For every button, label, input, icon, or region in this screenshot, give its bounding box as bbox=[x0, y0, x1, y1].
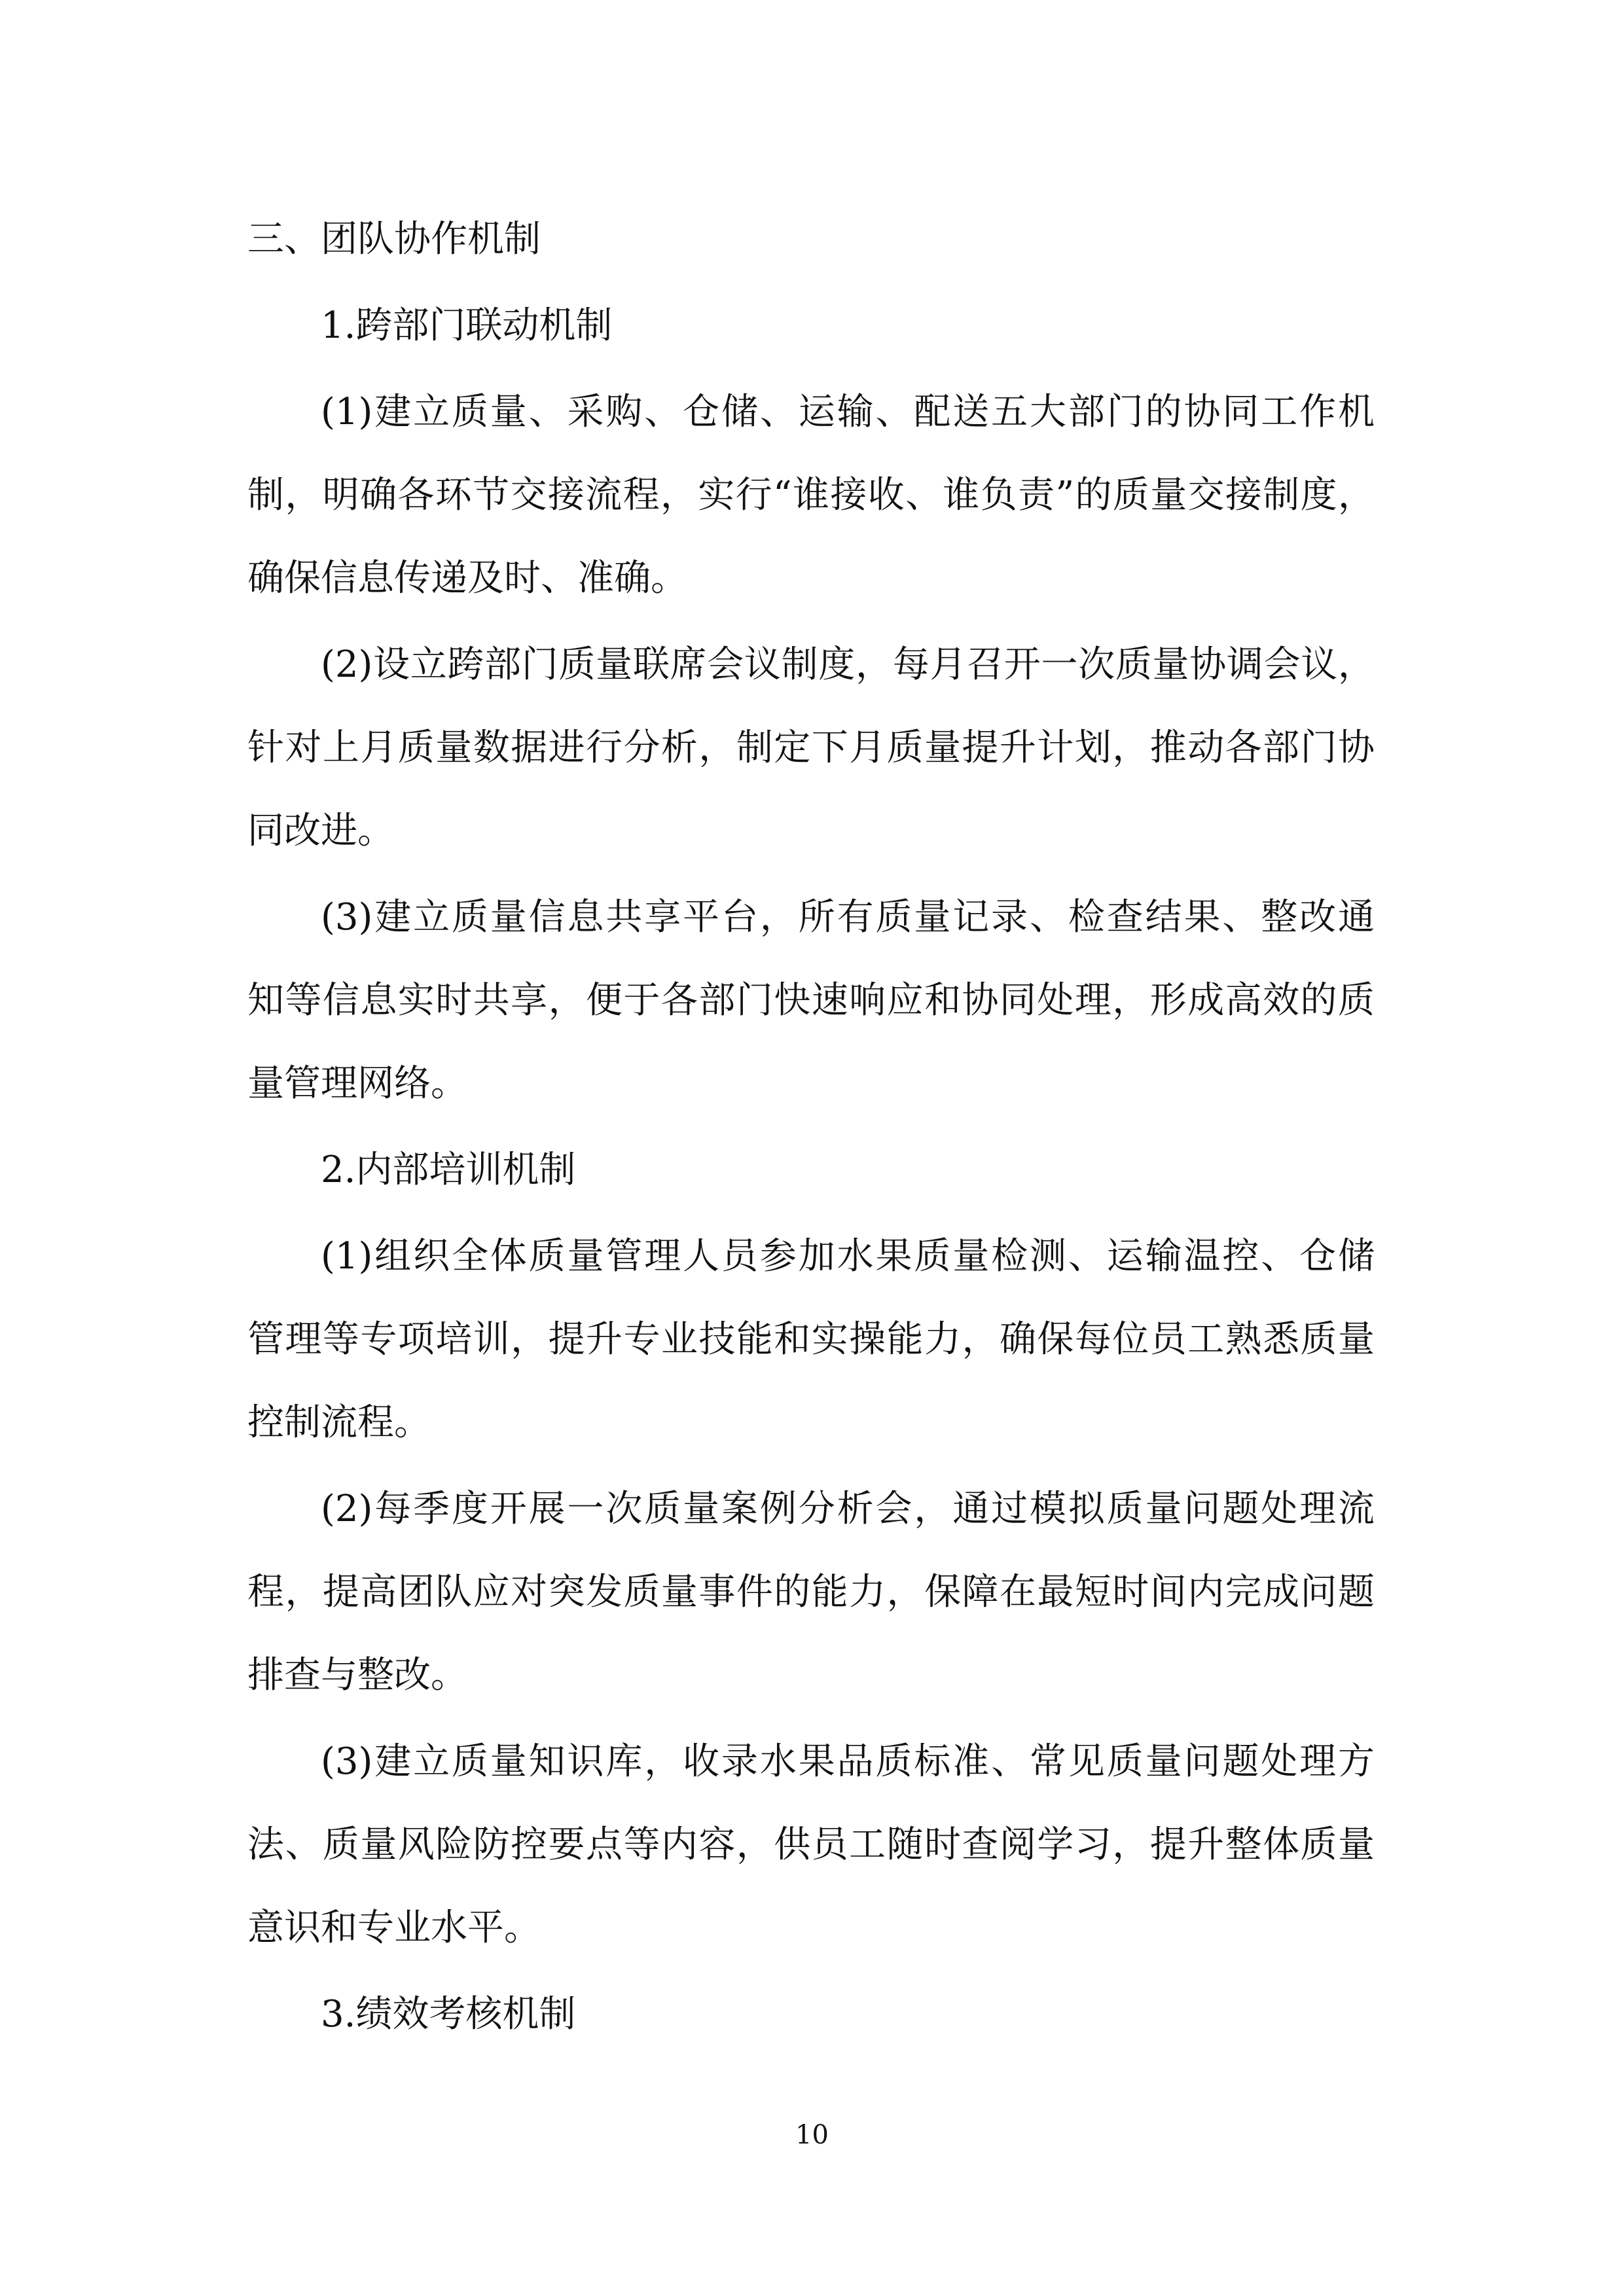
paragraph-line: (1)建立质量、采购、仓储、运输、配送五大部门的协同工作机 bbox=[321, 391, 1375, 433]
paragraph-line: 同改进。 bbox=[247, 810, 394, 852]
paragraph-line: 意识和专业水平。 bbox=[247, 1907, 541, 1949]
paragraph-line: 法、质量风险防控要点等内容，供员工随时查阅学习，提升整体质量 bbox=[247, 1823, 1375, 1866]
paragraph-line: (2)每季度开展一次质量案例分析会，通过模拟质量问题处理流 bbox=[321, 1488, 1375, 1530]
page-number: 10 bbox=[795, 2120, 829, 2150]
paragraph-line: 量管理网络。 bbox=[247, 1062, 467, 1105]
paragraph-line: 针对上月质量数据进行分析，制定下月质量提升计划，推动各部门协 bbox=[247, 726, 1375, 769]
paragraph-line: (1)组织全体质量管理人员参加水果质量检测、运输温控、仓储 bbox=[321, 1235, 1375, 1278]
paragraph-line: 排查与整改。 bbox=[247, 1654, 467, 1696]
paragraph-line: (2)设立跨部门质量联席会议制度，每月召开一次质量协调会议， bbox=[321, 643, 1375, 686]
subsection-heading-2: 2.内部培训机制 bbox=[321, 1149, 576, 1191]
subsection-heading-1: 1.跨部门联动机制 bbox=[321, 304, 613, 347]
paragraph-line: 知等信息实时共享，便于各部门快速响应和协同处理，形成高效的质 bbox=[247, 979, 1375, 1022]
paragraph-line: (3)建立质量知识库，收录水果品质标准、常见质量问题处理方 bbox=[321, 1740, 1375, 1783]
section-title: 三、团队协作机制 bbox=[247, 218, 541, 260]
paragraph-line: 控制流程。 bbox=[247, 1401, 431, 1444]
paragraph-line: 制，明确各环节交接流程，实行“谁接收、谁负责”的质量交接制度， bbox=[247, 474, 1375, 516]
paragraph-line: (3)建立质量信息共享平台，所有质量记录、检查结果、整改通 bbox=[321, 896, 1375, 939]
paragraph-line: 确保信息传递及时、准确。 bbox=[247, 557, 687, 600]
subsection-heading-3: 3.绩效考核机制 bbox=[321, 1993, 576, 2036]
paragraph-line: 程，提高团队应对突发质量事件的能力，保障在最短时间内完成问题 bbox=[247, 1571, 1375, 1613]
paragraph-line: 管理等专项培训，提升专业技能和实操能力，确保每位员工熟悉质量 bbox=[247, 1318, 1375, 1361]
